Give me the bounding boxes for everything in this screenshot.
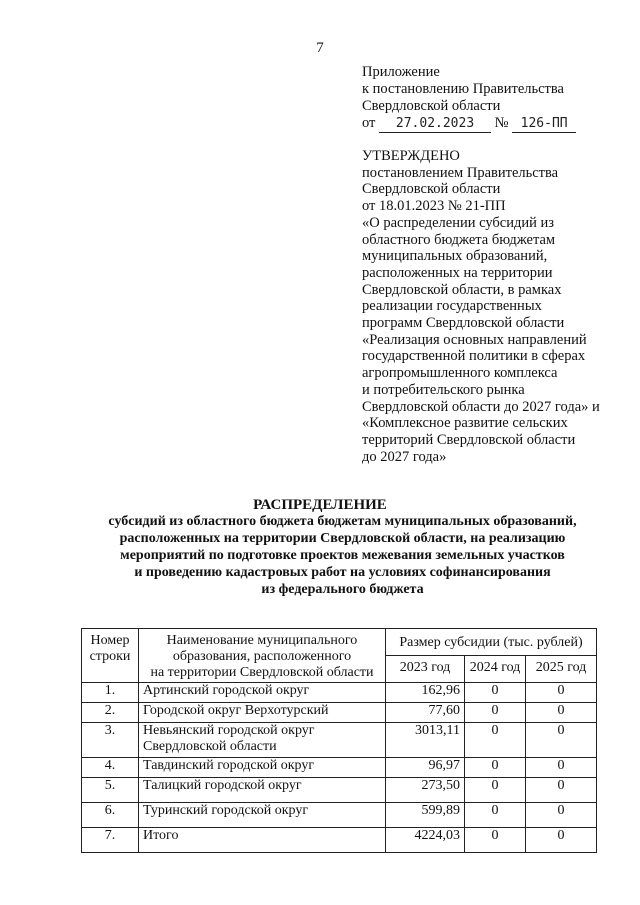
appendix-line: Свердловской области xyxy=(362,98,501,114)
row-name-line: Невьянский городской округ xyxy=(143,723,315,738)
row-name: Талицкий городской округ xyxy=(139,778,386,803)
approved-line: «О распределении субсидий из xyxy=(362,214,554,231)
appendix-block xyxy=(362,64,576,133)
row-2024: 0 xyxy=(465,803,526,828)
appendix-line: к постановлению Правительства xyxy=(362,81,564,97)
row-number: 2. xyxy=(82,703,139,723)
header-subsidy: Размер субсидии (тыс. рублей) xyxy=(386,629,597,656)
approved-line: агропромышленного комплекса xyxy=(362,365,558,382)
approved-line: и потребительского рынка xyxy=(362,381,525,398)
row-2023: 162,96 xyxy=(386,683,465,703)
table-row xyxy=(82,703,597,723)
row-2023: 77,60 xyxy=(386,703,465,723)
table-row xyxy=(82,683,597,703)
row-name xyxy=(139,723,386,758)
row-2025: 0 xyxy=(526,703,597,723)
approved-line: до 2027 года» xyxy=(362,448,447,465)
approved-line: областного бюджета бюджетам xyxy=(362,231,556,248)
row-2024: 0 xyxy=(465,758,526,778)
header-text: образования, расположенного xyxy=(172,649,352,664)
handwritten-number: 126-ПП xyxy=(512,115,576,133)
row-number: 7. xyxy=(82,828,139,853)
approved-line: Свердловской области до 2027 года» и xyxy=(362,398,600,415)
number-prefix: № xyxy=(494,115,509,131)
row-name: Туринский городской округ xyxy=(139,803,386,828)
row-number: 5. xyxy=(82,778,139,803)
table-row xyxy=(82,723,597,758)
row-2024: 0 xyxy=(465,683,526,703)
row-2023: 4224,03 xyxy=(386,828,465,853)
header-year-2023: 2023 год xyxy=(386,656,465,683)
header-year-2025: 2025 год xyxy=(526,656,597,683)
appendix-line: Приложение xyxy=(362,64,440,80)
header-row-number xyxy=(82,629,139,683)
row-2025: 0 xyxy=(526,803,597,828)
header-text: на территории Свердловской области xyxy=(150,665,374,680)
approved-line: от 18.01.2023 № 21-ПП xyxy=(362,198,506,215)
subsidy-table xyxy=(81,628,597,853)
table-row xyxy=(82,803,597,828)
row-2023: 273,50 xyxy=(386,778,465,803)
row-2023: 96,97 xyxy=(386,758,465,778)
header-year-2024: 2024 год xyxy=(465,656,526,683)
approved-line: «Комплексное развитие сельских xyxy=(362,415,568,432)
row-2025: 0 xyxy=(526,828,597,853)
row-2023: 3013,11 xyxy=(386,723,465,758)
approved-line: Свердловской области xyxy=(362,181,501,198)
approved-line: «Реализация основных направлений xyxy=(362,331,587,348)
table-row xyxy=(82,778,597,803)
table-row xyxy=(82,758,597,778)
approved-line: территорий Свердловской области xyxy=(362,431,576,448)
subtitle-line: и проведению кадастровых работ на условиях софинансирования xyxy=(134,565,551,580)
header-municipality xyxy=(139,629,386,683)
row-name: Тавдинский городской округ xyxy=(139,758,386,778)
table-row xyxy=(82,828,597,853)
subtitle-line: субсидий из областного бюджета бюджетам муниципальных образований, xyxy=(108,514,577,529)
approved-heading: УТВЕРЖДЕНО xyxy=(362,148,460,164)
header-text: Номер xyxy=(90,633,130,648)
approved-line: реализации государственных xyxy=(362,298,542,315)
row-2024: 0 xyxy=(465,703,526,723)
row-number: 4. xyxy=(82,758,139,778)
row-name: Артинский городской округ xyxy=(139,683,386,703)
appendix-date-line xyxy=(362,115,576,133)
row-number: 1. xyxy=(82,683,139,703)
approved-line: Свердловской области, в рамках xyxy=(362,281,562,298)
row-name: Итого xyxy=(139,828,386,853)
row-2024: 0 xyxy=(465,778,526,803)
subtitle-line: из федерального бюджета xyxy=(261,582,424,597)
header-text: строки xyxy=(89,649,131,664)
document-subtitle xyxy=(60,513,625,598)
subtitle-line: мероприятий по подготовке проектов межевания земельных участков xyxy=(120,548,565,563)
date-prefix: от xyxy=(362,115,376,131)
approved-line: постановлением Правительства xyxy=(362,164,559,181)
row-2024: 0 xyxy=(465,828,526,853)
approved-line: программ Свердловской области xyxy=(362,315,565,332)
row-number: 6. xyxy=(82,803,139,828)
subtitle-line: расположенных на территории Свердловской области, на реализацию xyxy=(119,531,566,546)
row-2024: 0 xyxy=(465,723,526,758)
approved-line: государственной политики в сферах xyxy=(362,348,586,365)
document-title: РАСПРЕДЕЛЕНИЕ xyxy=(253,497,387,513)
row-number: 3. xyxy=(82,723,139,758)
approved-line: муниципальных образований, xyxy=(362,248,548,265)
approved-block xyxy=(362,148,600,465)
page-number: 7 xyxy=(316,40,324,56)
row-2025: 0 xyxy=(526,683,597,703)
row-2023: 599,89 xyxy=(386,803,465,828)
approved-line: расположенных на территории xyxy=(362,264,553,281)
row-2025: 0 xyxy=(526,723,597,758)
row-2025: 0 xyxy=(526,758,597,778)
row-name-line: Свердловской области xyxy=(143,739,277,754)
row-name: Городской округ Верхотурский xyxy=(139,703,386,723)
row-2025: 0 xyxy=(526,778,597,803)
header-text: Наименование муниципального xyxy=(166,633,358,648)
handwritten-date: 27.02.2023 xyxy=(379,115,491,133)
